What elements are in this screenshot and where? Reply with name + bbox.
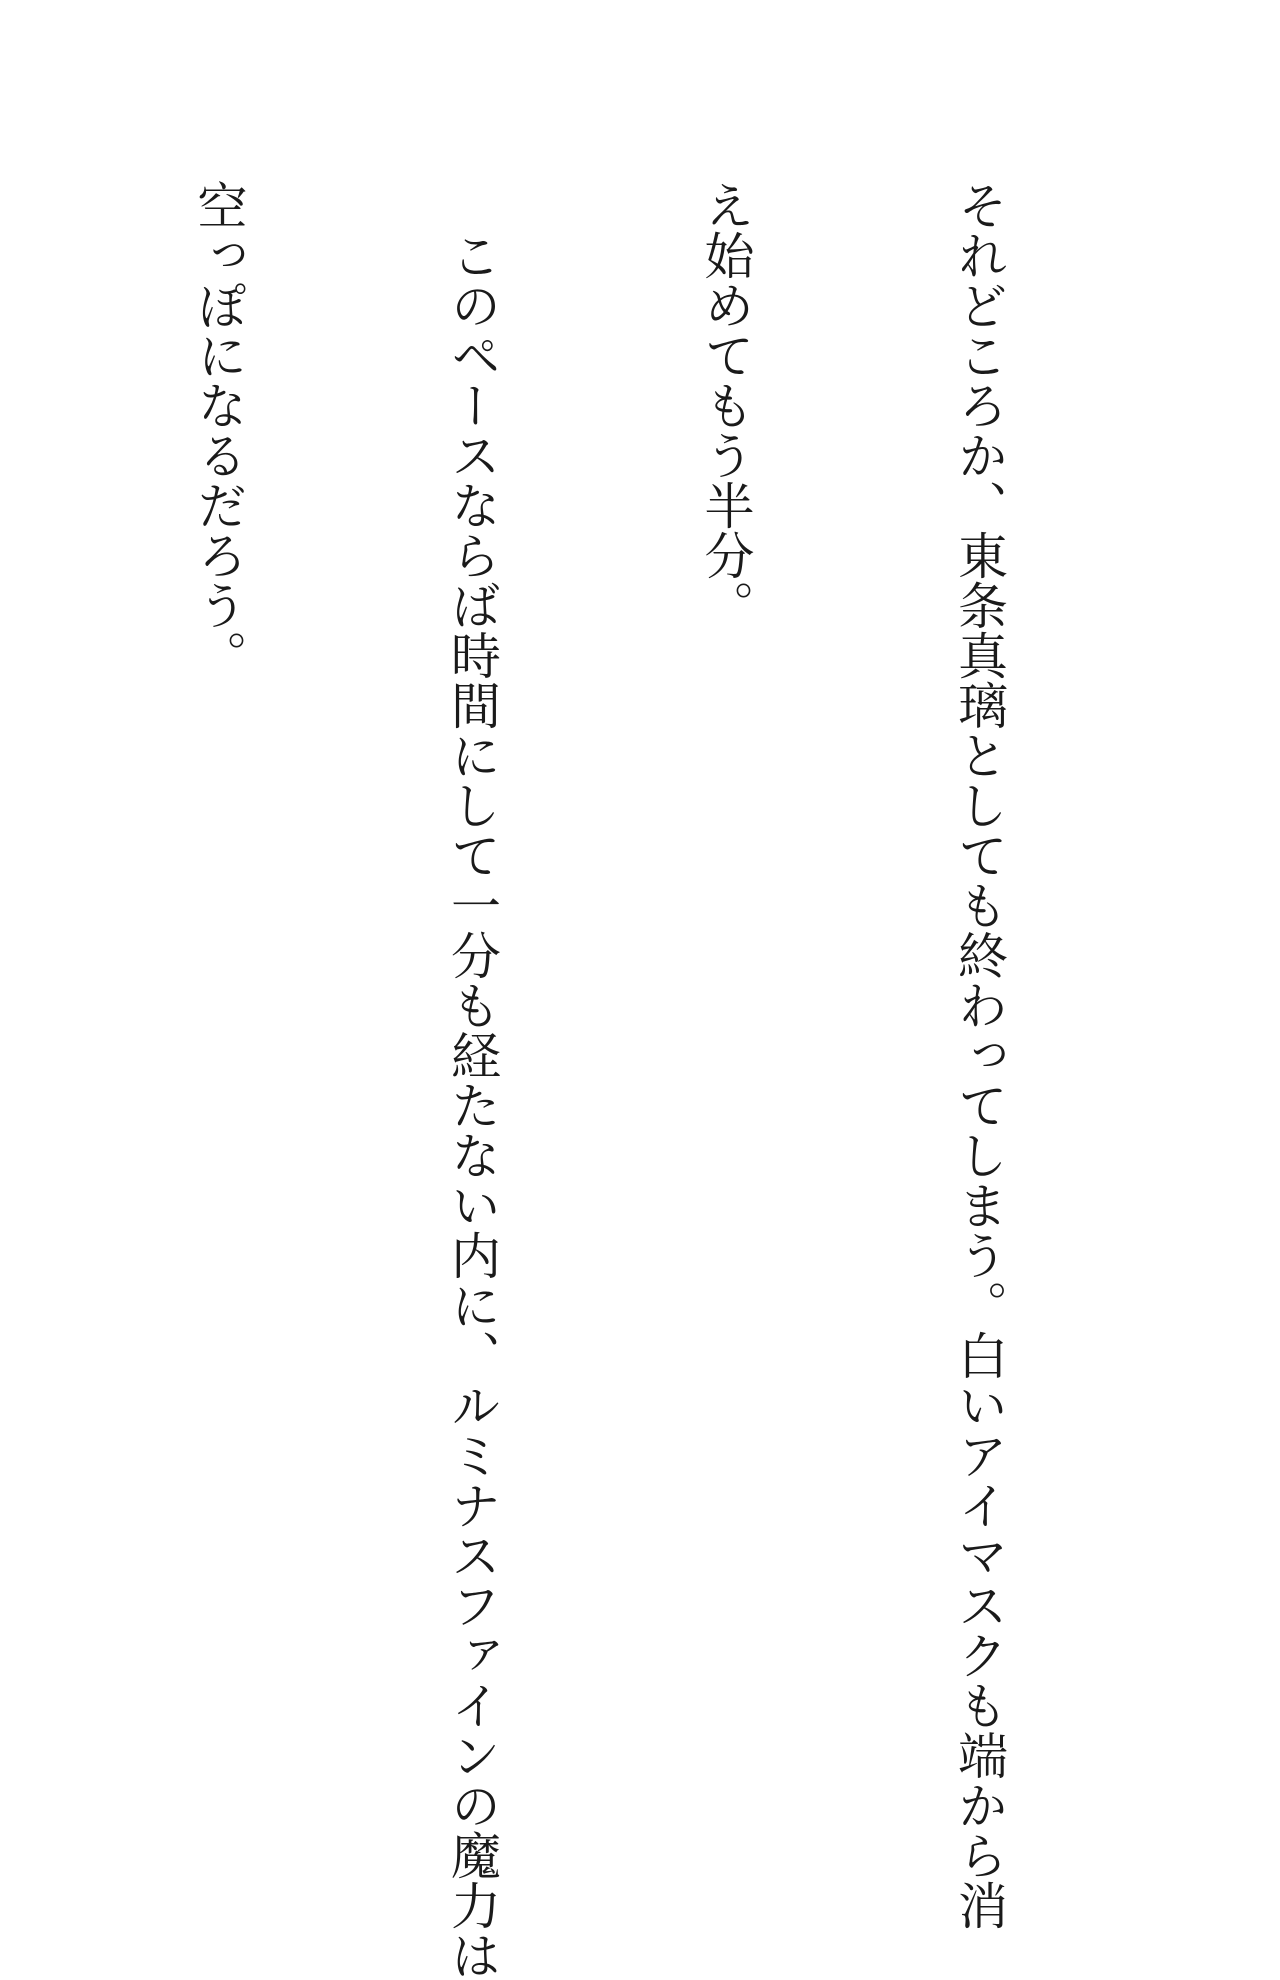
text-line: このペースならば時間にして一分も経たない内に、ルミナスファインの魔力は bbox=[443, 180, 501, 1980]
text-line: え始めてもう半分。 bbox=[696, 180, 755, 630]
text-line: 空っぽになるだろう。 bbox=[189, 180, 248, 680]
text-line: それどころか、東条真璃としても終わってしまう。白いアイマスクも端から消 bbox=[950, 180, 1008, 1930]
text-line bbox=[0, 180, 7, 1680]
vertical-text-body bbox=[80, 180, 1190, 1980]
